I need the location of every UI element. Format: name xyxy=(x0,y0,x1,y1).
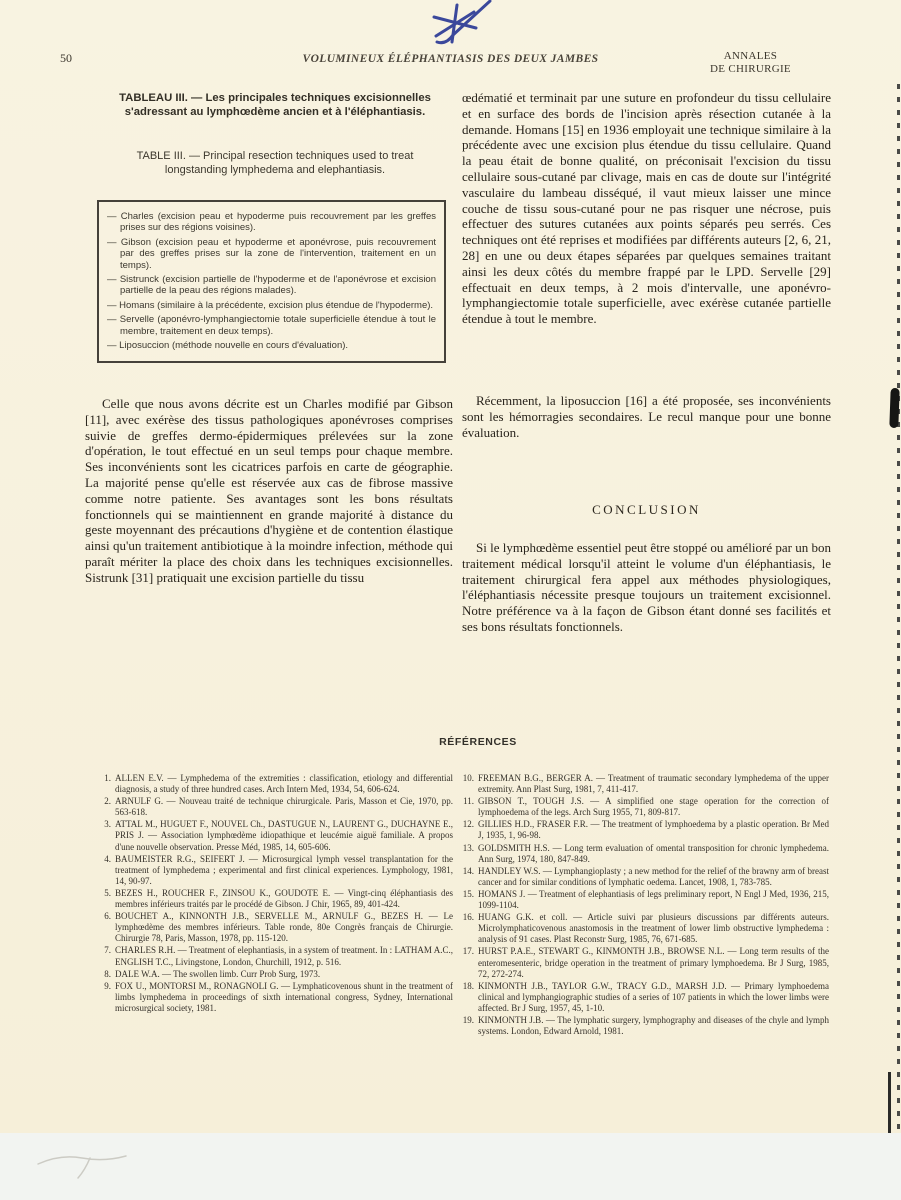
reference-item xyxy=(458,819,829,841)
left-column-paragraph: Celle que nous avons décrite est un Charles modifié par Gibson [11], avec exérèse des tissus pathologiques aponévroses comprises suivie de greffes dermo-épidermiques prélevées sur la zone d'opération, le tout effectué en un seul temps pour chaque membre. Ses inconvénients sont les cicatrices parfois en carte de géographie. La majorité pense qu'elle est réservée aux cas de fibrose massive comme notre patiente. Ses avantages sont les bons résultats fonctionnels qui se maintiennent en grande majorité à distance du geste moyennant des précautions d'hygiène et de contention élastique ainsi qu'un traitement antibiotique à la moindre infection, méthode qui paraît mériter la place des choix dans les techniques excisionnelles. Sistrunk [31] pratiquait une excision partielle du tissu xyxy=(85,396,453,585)
right-column-paragraph-2: Récemment, la liposuccion [16] a été proposée, ses inconvénients sont les hémorragies secondaires. Le recul manque pour une bonne évaluation. xyxy=(462,393,831,440)
reference-number: 17. xyxy=(462,946,474,957)
journal-name xyxy=(700,50,801,75)
reference-text: GIBSON T., TOUGH J.S. — A simplified one stage operation for the correction of lymphoedema of the legs. Arch Surg 1955, 71, 809-817. xyxy=(478,796,829,818)
table-item: — Homans (similaire à la précédente, excision plus étendue de l'hypoderme). xyxy=(107,299,434,311)
reference-number: 10. xyxy=(462,773,474,783)
conclusion-heading: CONCLUSION xyxy=(592,502,701,517)
table-caption-french: TABLEAU III. — Les principales techniques excisionnelles s'adressant au lymphœdème ancien et à l'éléphantiasis. xyxy=(119,92,431,118)
reference-item xyxy=(458,843,829,865)
reference-text: HOMANS J. — Treatment of elephantiasis of legs preliminary report, N Engl J Med, 1936, 215, 1099-1104. xyxy=(478,888,829,911)
film-edge-dashed-line xyxy=(897,84,900,1133)
reference-text: GOLDSMITH H.S. — Long term evaluation of omental transposition for chronic lymphedema. Ann Surg, 1974, 180, 847-849. xyxy=(478,842,829,864)
reference-number: 12. xyxy=(462,819,474,830)
reference-number: 5. xyxy=(104,887,111,898)
reference-number: 3. xyxy=(104,819,111,830)
reference-number: 13. xyxy=(462,842,474,853)
reference-item xyxy=(458,866,829,888)
reference-item xyxy=(95,981,453,1014)
reference-item xyxy=(95,854,453,887)
table-caption-english: TABLE III. — Principal resection techniques used to treat longstanding lymphedema and elephantiasis. xyxy=(136,150,414,176)
reference-text: HANDLEY W.S. — Lymphangioplasty ; a new method for the relief of the brawny arm of breast cancer and for similar conditions of lymphatic oedema. Lancet, 1908, 1, 783-785. xyxy=(478,865,829,887)
reference-text: DALE W.A. — The swollen limb. Curr Prob Surg, 1973. xyxy=(115,968,321,979)
table-item: — Sistrunck (excision partielle de l'hypoderme et de l'aponévrose et excision partielle de la peau des régions malades). xyxy=(107,274,436,297)
reference-number: 14. xyxy=(462,865,474,876)
reference-item xyxy=(95,796,453,818)
reference-number: 8. xyxy=(104,968,111,979)
reference-text: FREEMAN B.G., BERGER A. — Treatment of traumatic secondary lymphedema of the upper extremity. Ann Plast Surg, 1981, 7, 411-417. xyxy=(478,773,829,795)
techniques-table-box xyxy=(97,200,446,363)
reference-text: CHARLES R.H. — Treatment of elephantiasis, in a system of treatment. In : LATHAM A.C., ENGLISH T.C., Livingstone, London, Churchill, 1912, p. 516. xyxy=(115,945,453,967)
reference-number: 18. xyxy=(462,980,474,991)
reference-text: KINMONTH J.B. — The lymphatic surgery, lymphography and diseases of the chyle and lymph systems. London, Edward Arnold, 1981. xyxy=(478,1014,829,1037)
reference-text: HUANG G.K. et coll. — Article suivi par plusieurs discussions par différents auteurs. Microlymphaticovenous anastomosis in the treatment of lower limb obstructive lymphedema : analysis of 91 cases. Plast Reconstr Surg, 1985, 76, 671-685. xyxy=(478,912,829,945)
reference-text: ARNULF G. — Nouveau traité de technique chirurgicale. Paris, Masson et Cie, 1970, pp. 563-618. xyxy=(115,796,453,818)
table-item: — Charles (excision peau et hypoderme puis recouvrement par les greffes prises sur des régions voisines). xyxy=(107,211,436,234)
reference-text: BOUCHET A., KINNONTH J.B., SERVELLE M., ARNULF G., BEZES H. — Le lymphœdème des membres inférieurs. Table ronde, 80e Congrès français de Chirurgie. Chirurgie 78, Paris, Masson, 1978, pp. 115-120. xyxy=(115,911,453,944)
table-item: — Gibson (excision peau et hypoderme et aponévrose, puis recouvrement par des greffes prises sur la zone de l'intervention, traitement en un temps). xyxy=(107,236,436,271)
reference-item xyxy=(95,773,453,795)
reference-item xyxy=(95,969,453,980)
reference-item xyxy=(458,889,829,911)
reference-item xyxy=(458,796,829,818)
reference-number: 1. xyxy=(104,773,111,783)
references-column-right xyxy=(458,773,829,1038)
reference-item xyxy=(95,888,453,910)
reference-number: 11. xyxy=(463,796,474,807)
table-item: — Liposuccion (méthode nouvelle en cours d'évaluation). xyxy=(107,340,349,352)
reference-item xyxy=(95,945,453,967)
reference-number: 7. xyxy=(104,945,111,956)
reference-number: 4. xyxy=(104,853,111,864)
journal-name-line2: DE CHIRURGIE xyxy=(710,62,791,75)
film-edge-ink-blob xyxy=(889,388,899,428)
reference-text: KINMONTH J.B., TAYLOR G.W., TRACY G.D., MARSH J.D. — Primary lymphoedema clinical and lymphangiographic studies of a series of 107 patients in which the lower limbs were affected. Br J Surg, 1957, 45, 1-10. xyxy=(478,980,829,1013)
reference-item xyxy=(458,1015,829,1037)
reference-number: 2. xyxy=(104,796,111,807)
reference-item xyxy=(458,946,829,979)
reference-number: 6. xyxy=(104,911,111,922)
running-title: VOLUMINEUX ÉLÉPHANTIASIS DES DEUX JAMBES xyxy=(302,53,599,65)
reference-number: 15. xyxy=(462,888,474,899)
reference-text: BEZES H., ROUCHER F., ZINSOU K., GOUDOTE E. — Vingt-cinq éléphantiasis des membres inférieurs traités par le procédé de Gibson. J Chir, 1965, 89, 401-424. xyxy=(115,887,453,910)
reference-item xyxy=(458,912,829,945)
film-edge-solid-line xyxy=(888,1072,891,1133)
journal-name-line1: ANNALES xyxy=(723,50,778,62)
table-item: — Servelle (aponévro-lymphangiectomie totale superficielle étendue à tout le membre, traitement en deux temps). xyxy=(107,314,436,337)
reference-text: ATTAL M., HUGUET F., NOUVEL Ch., DASTUGUE N., LAURENT G., DUCHAYNE E., PRIS J. — Association lymphœdème idiopathique et leucémie aiguë familiale. A propos d'une nouvelle observation. Presse Méd, 1985, 14, 605-606. xyxy=(115,819,453,852)
reference-text: GILLIES H.D., FRASER F.R. — The treatment of lymphoedema by a plastic operation. Br Med J, 1935, 1, 96-98. xyxy=(478,819,829,841)
reference-number: 16. xyxy=(462,912,474,923)
references-column-left xyxy=(95,773,453,1015)
reference-item xyxy=(95,819,453,852)
reference-text: FOX U., MONTORSI M., RONAGNOLI G. — Lymphaticovenous shunt in the treatment of limbs lymphedema in proceedings of sixth international congress, Sydney, International microsurgical society, 1981. xyxy=(115,980,453,1013)
right-column-paragraph-1: œdématié et terminait par une suture en profondeur du tissu cellulaire et en surface des bords de l'incision après résection cutanée à la demande. Homans [15] en 1936 employait une technique similaire à la précédente avec une excision plus étendue du tissu cellulaire. Quand la peau était de bonne qualité, on préconisait l'excision du tissu cellulaire sous-cutané par clivage, mais en cas de doute sur l'intégrité vasculaire du lambeau disséqué, il vaut mieux laisser une mince couche de tissu sous-cutané pour ne pas risquer une nécrose, puis effectuer des sutures cutanées aux points séparés peu serrés. Ces techniques ont été reprises et modifiées par différents auteurs [2, 6, 21, 28] en une ou deux étapes séparées par quelques semaines traitant ainsi les deux côtés du membre frappé par le LPD. Servelle [29] effectuait en deux temps, à 2 mois d'intervalle, une aponévro-lymphangiectomie totale superficielle, avec exérèse cutanée partielle étendue à tout le membre. xyxy=(462,90,831,327)
reference-text: HURST P.A.E., STEWART G., KINMONTH J.B., BROWSE N.L. — Long term results of the enteromesenteric, bridge operation in the treatment of primary lymphoedema. Br J Surg, 1985, 72, 272-274. xyxy=(478,946,829,979)
reference-item xyxy=(95,911,453,944)
pen-asterisk-icon xyxy=(420,0,496,52)
conclusion-paragraph: Si le lymphœdème essentiel peut être stoppé ou amélioré par un bon traitement médical lorsqu'il atteint le volume d'un éléphantiasis, le traitement chirurgical fera appel aux méthodes physiologiques, l'éléphantiasis nécessite presque toujours un traitement excisionnel. Notre préférence va à la façon de Gibson étant donné ses facilités et ses bons résultats fonctionnels. xyxy=(462,540,831,634)
reference-number: 19. xyxy=(462,1014,474,1025)
references-heading: RÉFÉRENCES xyxy=(439,736,517,748)
reference-text: BAUMEISTER R.G., SEIFERT J. — Microsurgical lymph vessel transplantation for the treatment of lymphedema ; experimental and first clinical experiences. Lymphology, 1981, 14, 90-97. xyxy=(115,853,453,886)
pencil-smudge-mark xyxy=(30,1142,140,1182)
reference-number: 9. xyxy=(104,980,111,991)
page-number: 50 xyxy=(60,51,72,65)
reference-text: ALLEN E.V. — Lymphedema of the extremities : classification, etiology and differential diagnosis, a study of three hundred cases. Arch Intern Med, 1934, 54, 606-624. xyxy=(115,773,453,795)
reference-item xyxy=(458,981,829,1014)
reference-item xyxy=(458,773,829,795)
